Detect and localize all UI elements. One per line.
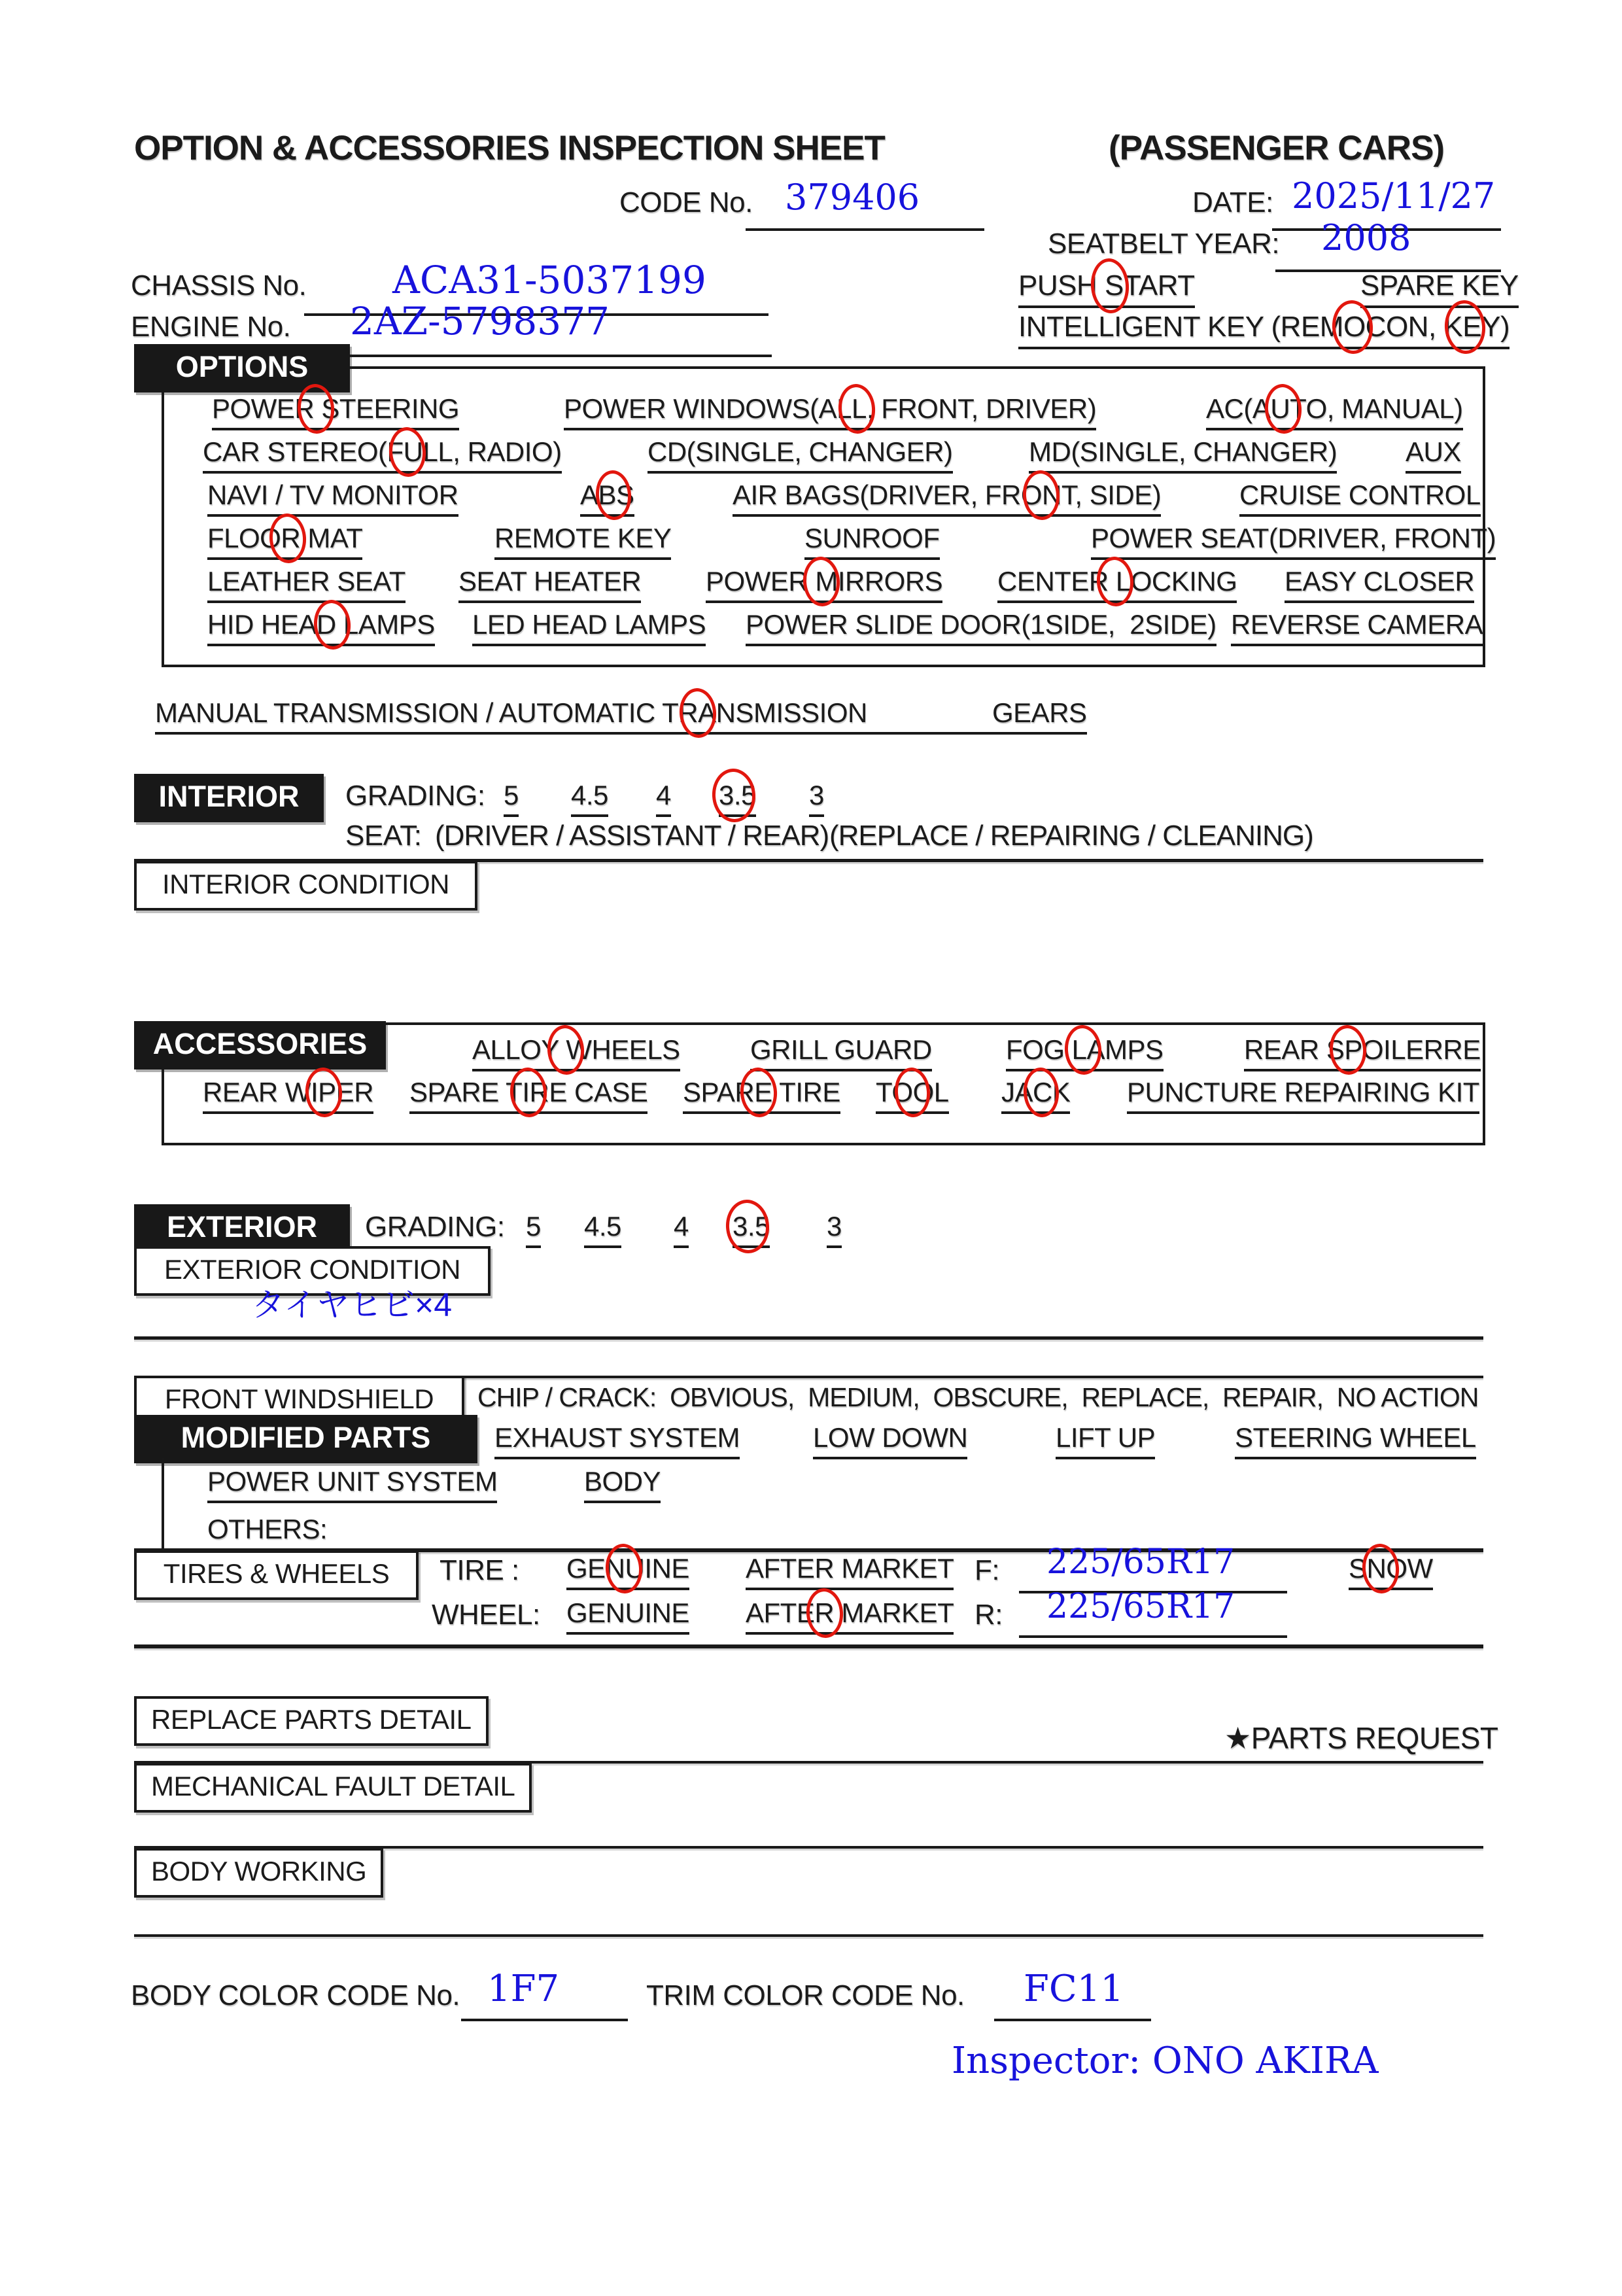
red-circle-mark xyxy=(724,1198,771,1255)
option-body: BODY xyxy=(584,1466,661,1503)
chip-crack-line: CHIP / CRACK: OBVIOUS, MEDIUM, OBSCURE, REPLACE, REPAIR, NO ACTION xyxy=(477,1382,1479,1412)
option-seat-heater: SEAT HEATER xyxy=(458,566,641,603)
rear-label: R: xyxy=(975,1599,1003,1631)
options-row-2 xyxy=(0,436,1622,473)
option-cruise-control: CRUISE CONTROL xyxy=(1239,479,1481,517)
option-power-steering: POWER STEERING xyxy=(212,393,459,430)
wheel-genuine-option: GENUINE xyxy=(566,1597,689,1635)
option-center-locking: CENTER LOCKING xyxy=(997,566,1237,603)
option-tool: TOOL xyxy=(876,1077,949,1114)
exterior-grading-label: GRADING: xyxy=(365,1211,505,1243)
option-3-5: 3.5 xyxy=(719,780,756,817)
exterior-grading-row xyxy=(0,1211,1622,1247)
option-power-windows-all-front-driver: POWER WINDOWS(ALL, FRONT, DRIVER) xyxy=(564,393,1096,430)
option-power-seat-driver-front: POWER SEAT(DRIVER, FRONT) xyxy=(1091,523,1496,560)
chassis-value: ACA31-5037199 xyxy=(392,258,706,302)
accessories-header: ACCESSORIES xyxy=(134,1021,386,1070)
engine-value: 2AZ-5798377 xyxy=(350,299,610,343)
option-3: 3 xyxy=(827,1211,842,1248)
options-row-3 xyxy=(0,479,1622,516)
tire-aftermarket-option: AFTER MARKET xyxy=(746,1553,954,1590)
option-sunroof: SUNROOF xyxy=(804,523,940,560)
tires-wheels-box: TIRES & WHEELS xyxy=(134,1550,419,1600)
red-circle-mark xyxy=(678,687,717,740)
option-cd-single-changer: CD(SINGLE, CHANGER) xyxy=(647,436,953,474)
wheel-label: WHEEL: xyxy=(432,1599,540,1631)
option-alloy-wheels: ALLOY WHEELS xyxy=(472,1034,680,1071)
tire-crack-note: タイヤヒビ×4 xyxy=(252,1287,453,1323)
options-row-6 xyxy=(0,609,1622,646)
tire-genuine-option: GENUINE xyxy=(566,1553,689,1590)
option-grill-guard: GRILL GUARD xyxy=(750,1034,932,1071)
engine-underline xyxy=(298,355,772,357)
exterior-header: EXTERIOR xyxy=(134,1204,350,1253)
front-size-value: 225/65R17 xyxy=(1046,1542,1235,1582)
seat-positions: (DRIVER / ASSISTANT / REAR) xyxy=(435,820,829,852)
trim-color-label: TRIM COLOR CODE No. xyxy=(646,1979,965,2011)
parts-request-label: ★PARTS REQUEST xyxy=(1224,1721,1498,1755)
chassis-label: CHASSIS No. xyxy=(131,270,307,302)
code-underline xyxy=(746,228,984,231)
wheel-aftermarket-option: AFTER MARKET xyxy=(746,1597,954,1635)
option-5: 5 xyxy=(504,780,519,817)
others-option: OTHERS: xyxy=(207,1514,327,1551)
options-row-4 xyxy=(0,523,1622,559)
option-floor-mat: FLOOR MAT xyxy=(207,523,362,560)
modified-parts-row-2 xyxy=(0,1466,1622,1503)
option-leather-seat: LEATHER SEAT xyxy=(207,566,406,603)
modified-parts-header: MODIFIED PARTS xyxy=(134,1415,477,1463)
option-3: 3 xyxy=(809,780,824,817)
option-power-unit-system: POWER UNIT SYSTEM xyxy=(207,1466,497,1503)
rear-size-underline xyxy=(1019,1635,1287,1638)
seat-label: SEAT: xyxy=(345,820,422,852)
option-rear-wiper: REAR WIPER xyxy=(203,1077,373,1114)
accessories-row-1 xyxy=(0,1034,1622,1071)
gears-label: GEARS xyxy=(907,697,1087,735)
option-4: 4 xyxy=(656,780,671,817)
option-hid-head-lamps: HID HEAD LAMPS xyxy=(207,609,435,646)
snow-option: SNOW xyxy=(1349,1553,1433,1590)
option-fog-lamps: FOG LAMPS xyxy=(1006,1034,1164,1071)
option-jack: JACK xyxy=(1001,1077,1070,1114)
option-ac-auto-manual: AC(AUTO, MANUAL) xyxy=(1206,393,1463,430)
red-circle-mark xyxy=(1089,257,1131,315)
date-label: DATE: xyxy=(1192,186,1273,218)
date-value: 2025/11/27 xyxy=(1292,175,1496,217)
options-row-1 xyxy=(0,393,1622,430)
engine-label: ENGINE No. xyxy=(131,311,291,343)
body-color-value: 1F7 xyxy=(487,1968,560,2010)
option-car-stereo-full-radio: CAR STEREO(FULL, RADIO) xyxy=(203,436,562,474)
option-remote-key: REMOTE KEY xyxy=(494,523,671,560)
option-rear-spoilerre: REAR SPOILERRE xyxy=(1244,1034,1481,1071)
divider xyxy=(134,1934,1483,1937)
option-exhaust-system: EXHAUST SYSTEM xyxy=(494,1422,740,1459)
option-4-5: 4.5 xyxy=(584,1211,621,1248)
interior-grading-row xyxy=(0,780,1622,816)
modified-parts-row-1 xyxy=(0,1422,1622,1459)
option-power-mirrors: POWER MIRRORS xyxy=(706,566,942,603)
red-circle-mark xyxy=(710,767,757,824)
option-easy-closer: EASY CLOSER xyxy=(1285,566,1474,603)
option-navi-tv-monitor: NAVI / TV MONITOR xyxy=(207,479,458,517)
option-md-single-changer: MD(SINGLE, CHANGER) xyxy=(1029,436,1337,474)
page-title: OPTION & ACCESSORIES INSPECTION SHEET xyxy=(134,129,885,167)
page-subtitle: (PASSENGER CARS) xyxy=(1109,129,1445,167)
interior-condition-box: INTERIOR CONDITION xyxy=(134,861,477,911)
option-power-slide-door-1side-2side: POWER SLIDE DOOR(1SIDE, 2SIDE) xyxy=(746,609,1216,646)
option-low-down: LOW DOWN xyxy=(813,1422,967,1459)
push-start-option: PUSH START xyxy=(1018,270,1195,308)
red-circle-mark xyxy=(804,1588,844,1640)
option-5: 5 xyxy=(526,1211,541,1248)
divider xyxy=(134,1336,1483,1340)
divider xyxy=(134,1644,1483,1648)
tire-label: TIRE : xyxy=(440,1554,519,1586)
trim-color-value: FC11 xyxy=(1024,1968,1124,2010)
front-windshield-box: FRONT WINDSHIELD xyxy=(134,1376,464,1425)
exterior-condition-box: EXTERIOR CONDITION xyxy=(134,1246,491,1296)
option-aux: AUX xyxy=(1406,436,1461,474)
interior-grading-label: GRADING: xyxy=(345,780,485,812)
option-puncture-repairing-kit: PUNCTURE REPAIRING KIT xyxy=(1127,1077,1479,1114)
interior-header: INTERIOR xyxy=(134,774,324,822)
option-spare-tire: SPARE TIRE xyxy=(683,1077,840,1114)
rear-size-value: 225/65R17 xyxy=(1046,1587,1235,1626)
option-4-5: 4.5 xyxy=(571,780,608,817)
seat-actions: (REPLACE / REPAIRING / CLEANING) xyxy=(829,820,1313,852)
option-4: 4 xyxy=(674,1211,689,1248)
accessories-row-2 xyxy=(0,1077,1622,1113)
trim-color-underline xyxy=(994,2019,1151,2021)
option-led-head-lamps: LED HEAD LAMPS xyxy=(472,609,706,646)
body-color-label: BODY COLOR CODE No. xyxy=(131,1979,460,2011)
option-lift-up: LIFT UP xyxy=(1056,1422,1155,1459)
option-3-5: 3.5 xyxy=(733,1211,770,1248)
mechanical-fault-detail-box: MECHANICAL FAULT DETAIL xyxy=(134,1763,532,1813)
code-label: CODE No. xyxy=(619,186,753,218)
spare-key-option: SPARE KEY xyxy=(1360,270,1519,308)
intelligent-key-option: INTELLIGENT KEY (REMOCON, KEY) xyxy=(1018,311,1510,349)
seatbelt-year-label: SEATBELT YEAR: xyxy=(1048,228,1280,260)
option-reverse-camera: REVERSE CAMERA xyxy=(1231,609,1483,646)
option-spare-tire-case: SPARE TIRE CASE xyxy=(409,1077,647,1114)
body-working-box: BODY WORKING xyxy=(134,1848,383,1898)
code-value: 379406 xyxy=(785,177,920,218)
body-color-underline xyxy=(461,2019,628,2021)
front-label: F: xyxy=(975,1554,1000,1586)
option-abs: ABS xyxy=(580,479,634,517)
inspector-signature: Inspector: ONO AKIRA xyxy=(952,2040,1379,2082)
option-air-bags-driver-front-side: AIR BAGS(DRIVER, FRONT, SIDE) xyxy=(733,479,1161,517)
options-row-5 xyxy=(0,566,1622,602)
seatbelt-year-value: 2008 xyxy=(1321,217,1411,258)
transmission-option: MANUAL TRANSMISSION / AUTOMATIC TRANSMISSION xyxy=(155,697,965,735)
option-steering-wheel: STEERING WHEEL xyxy=(1235,1422,1476,1459)
replace-parts-detail-box: REPLACE PARTS DETAIL xyxy=(134,1696,489,1746)
options-header: OPTIONS xyxy=(134,344,350,392)
